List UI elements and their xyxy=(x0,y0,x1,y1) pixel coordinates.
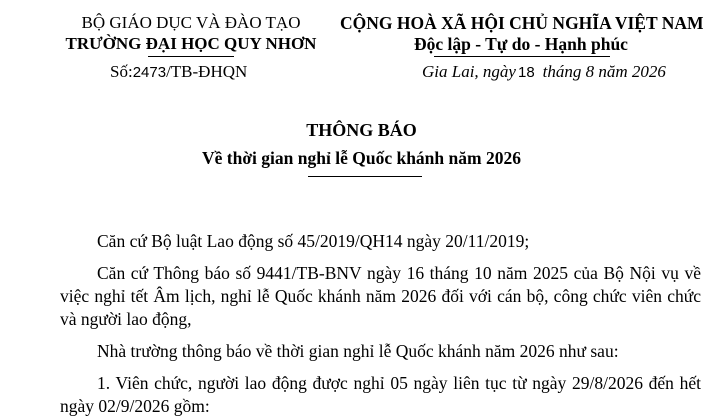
country-name: CỘNG HOÀ XÃ HỘI CHỦ NGHĨA VIỆT NAM xyxy=(340,13,704,33)
date-prefix: Gia Lai, ngày xyxy=(422,62,516,81)
school-underline xyxy=(148,56,234,57)
number-value: 2473 xyxy=(132,64,167,81)
paragraph-announcement: Nhà trường thông báo về thời gian nghỉ lễ Quốc khánh năm 2026 như sau: xyxy=(97,341,619,361)
number-suffix: /TB-ĐHQN xyxy=(166,62,248,81)
paragraph-legal-basis-1: Căn cứ Bộ luật Lao động số 45/2019/QH14 ngày 20/11/2019; xyxy=(97,231,530,251)
document-subtitle: Về thời gian nghỉ lễ Quốc khánh năm 2026 xyxy=(202,148,521,168)
document-date xyxy=(422,62,666,82)
paragraph-legal-basis-2: Căn cứ Thông báo số 9441/TB-BNV ngày 16 tháng 10 năm 2025 của Bộ Nội vụ về việc nghỉ tết Âm lịch, nghỉ lễ Quốc khánh năm 2026 đối với cán bộ, công chức viên chức và người lao động, xyxy=(60,263,701,329)
paragraph-item-1: 1. Viên chức, người lao động được nghỉ 05 ngày liên tục từ ngày 29/8/2026 đến hết ngày 02/9/2026 gồm: xyxy=(60,373,701,416)
national-motto: Độc lập - Tự do - Hạnh phúc xyxy=(414,34,628,54)
date-day: 18 xyxy=(517,64,535,81)
document-number xyxy=(110,62,247,82)
document-body xyxy=(60,230,701,418)
subtitle-underline xyxy=(308,176,422,177)
motto-underline xyxy=(434,56,610,57)
document-title: THÔNG BÁO xyxy=(306,120,417,140)
school-name: TRƯỜNG ĐẠI HỌC QUY NHƠN xyxy=(65,34,317,53)
date-suffix: tháng 8 năm 2026 xyxy=(542,62,666,81)
ministry-name: BỘ GIÁO DỤC VÀ ĐÀO TẠO xyxy=(81,13,301,32)
number-prefix: Số: xyxy=(110,62,133,81)
